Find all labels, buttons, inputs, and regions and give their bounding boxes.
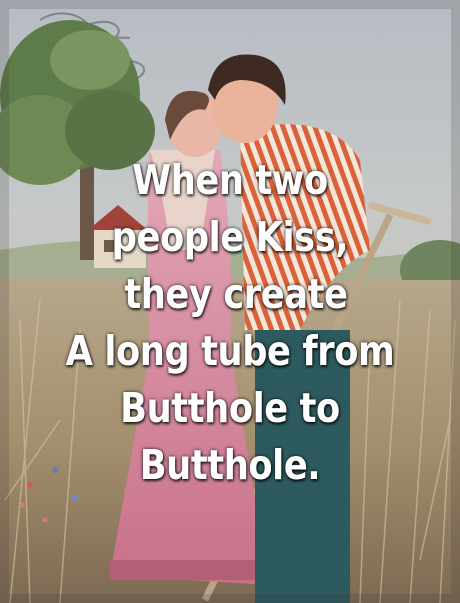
caption-line-1: When two (132, 156, 328, 204)
caption-line-3: they create (112, 270, 348, 318)
caption-overlay (32, 152, 428, 494)
caption-line-5: Butthole to (120, 384, 340, 432)
caption-line-2: people Kiss, (111, 213, 349, 261)
caption-line-4: A long tube from (65, 327, 395, 375)
caption-line-6: Butthole. (139, 441, 321, 489)
